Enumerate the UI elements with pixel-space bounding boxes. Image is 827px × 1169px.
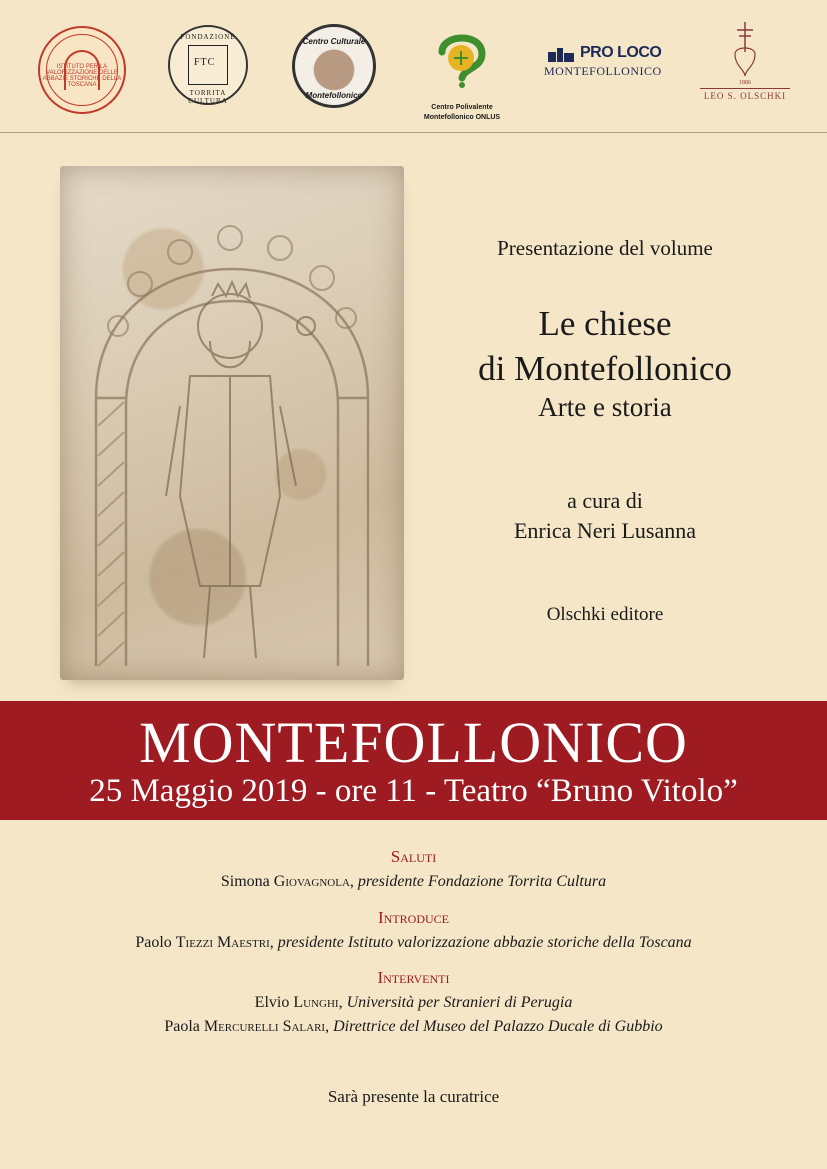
fondazione-torrita-logo [168, 25, 248, 105]
olschki-emblem-icon [730, 22, 760, 78]
istituto-abbazie-logo [38, 26, 126, 114]
proloco-town: MONTEFOLLONICO [544, 64, 662, 78]
speaker-role: Università per Stranieri di Perugia [346, 994, 573, 1011]
speaker-first-name: Paola [164, 1018, 200, 1035]
centro-culturale-top: Centro Culturale [302, 37, 366, 46]
event-date-venue: 25 Maggio 2019 - ore 11 - Teatro “Bruno Vitolo” [89, 773, 738, 809]
interventi-speaker-2: Paola Mercurelli Salari, Direttrice del Museo del Palazzo Ducale di Gubbio [164, 1018, 663, 1035]
introduce-speaker: Paolo Tiezzi Maestri, presidente Istituto valorizzazione abbazie storiche della Toscana [135, 934, 692, 951]
olschki-logo [700, 22, 790, 108]
polivalente-caption-2: Montefollonico ONLUS [423, 114, 501, 121]
closing-note: Sarà presente la curatrice [327, 1087, 500, 1106]
book-subtitle: Arte e storia [538, 392, 672, 422]
speaker-first-name: Simona [220, 873, 270, 890]
event-banner [0, 701, 827, 820]
relief-carving [60, 166, 404, 680]
interventi-speaker-1: Elvio Lunghi, Università per Stranieri di Perugia [254, 994, 573, 1011]
interventi-heading: Interventi [377, 968, 450, 987]
polivalente-caption-1: Centro Polivalente [431, 104, 493, 111]
fondazione-logo-top: FONDAZIONE [180, 33, 236, 41]
speaker-role: presidente Istituto valorizzazione abbazie storiche della Toscana [277, 934, 692, 951]
speaker-surname: Mercurelli Salari [203, 1018, 326, 1035]
speaker-role: presidente Fondazione Torrita Cultura [357, 873, 607, 890]
saluti-heading: Saluti [390, 847, 437, 866]
speaker-surname: Giovagnola [273, 873, 350, 890]
centro-culturale-bottom: Montefollonico [305, 91, 363, 100]
publisher-name: Olschki editore [546, 604, 664, 625]
speaker-role: Direttrice del Museo del Palazzo Ducale di Gubbio [333, 1018, 663, 1035]
introduce-heading: Introduce [378, 908, 449, 927]
fondazione-logo-bottom: TORRITA CULTURA [188, 89, 228, 105]
stone-relief-image [60, 166, 404, 680]
village-icon [546, 44, 576, 62]
fondazione-mark: FTC [194, 57, 216, 68]
speaker-first-name: Elvio [254, 994, 290, 1011]
centro-culturale-logo [292, 24, 376, 108]
presentation-intro: Presentazione del volume [497, 236, 713, 260]
question-mark-icon [432, 28, 490, 88]
speaker-surname: Lunghi [293, 994, 339, 1011]
saluti-speaker: Simona Giovagnola, presidente Fondazione Torrita Cultura [220, 873, 607, 890]
speaker-surname: Tiezzi Maestri [175, 934, 270, 951]
olschki-name: LEO S. OLSCHKI [700, 88, 790, 101]
book-title-line2: di Montefollonico [478, 349, 732, 388]
edited-by-label: a cura di [567, 488, 643, 513]
speaker-first-name: Paolo [135, 934, 172, 951]
event-town: MONTEFOLLONICO [139, 710, 688, 775]
editor-name: Enrica Neri Lusanna [513, 518, 697, 543]
centro-polivalente-logo [420, 28, 504, 128]
logo-bar [0, 0, 827, 133]
istituto-logo-text: ISTITUTO PER LA VALORIZZAZIONE DELLE ABBAZIE STORICHE DELLA TOSCANA [42, 64, 122, 88]
proloco-name: PRO LOCO [580, 44, 662, 61]
olschki-year: 1886 [739, 80, 751, 86]
book-title-line1: Le chiese [538, 304, 672, 343]
proloco-logo [540, 40, 664, 82]
